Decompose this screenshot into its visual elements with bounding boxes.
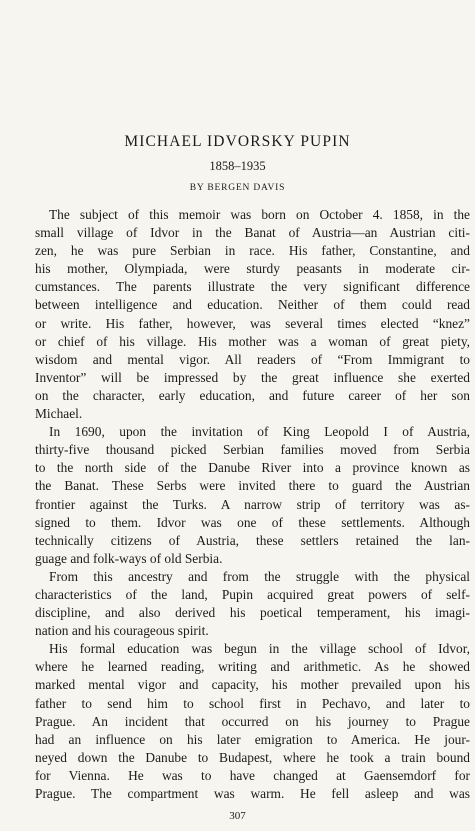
text-line: Prague. An incident that occurred on his journey to Prague bbox=[35, 713, 470, 729]
text-line: the Banat. These Serbs were invited there to guard the Austrian bbox=[35, 478, 470, 494]
text-line: cumstances. The parents illustrate the very significant difference bbox=[35, 279, 470, 295]
life-dates: 1858–1935 bbox=[209, 159, 266, 173]
text-line: discipline, and also derived his poetical temperament, his imagi- bbox=[35, 605, 470, 621]
text-line: In 1690, upon the invitation of King Leopold I of Austria, bbox=[49, 424, 470, 440]
text-line: his mother, Olympiada, were sturdy peasants in moderate cir- bbox=[35, 261, 470, 277]
text-line: Prague. The compartment was warm. He fell asleep and was bbox=[35, 786, 470, 801]
author-byline: BY BERGEN DAVIS bbox=[189, 183, 286, 193]
text-line: small village of Idvor in the Banat of Austria—an Austrian citi- bbox=[35, 225, 470, 241]
text-line: or write. His father, however, was several times elected “knez” bbox=[35, 315, 470, 331]
text-line: had an influence on his later emigration to America. He jour- bbox=[35, 731, 470, 747]
text-line: From this ancestry and from the struggle with the physical bbox=[49, 568, 470, 584]
text-line: where he learned reading, writing and arithmetic. As he showed bbox=[35, 659, 470, 675]
text-line: for Vienna. He was to have changed at Gaensemdorf for bbox=[35, 767, 470, 783]
text-line: Michael. bbox=[35, 406, 83, 422]
memoir-title: MICHAEL IDVORSKY PUPIN bbox=[124, 133, 351, 150]
text-line: frontier against the Turks. A narrow strip of territory was as- bbox=[35, 496, 470, 512]
memoir-body bbox=[35, 206, 470, 803]
text-line: signed to them. Idvor was one of these settlements. Although bbox=[35, 514, 470, 530]
text-line: technically citizens of Austria, these settlers retained the lan- bbox=[35, 532, 470, 548]
page-number: 307 bbox=[229, 810, 246, 822]
text-line: characteristics of the land, Pupin acquired great powers of self- bbox=[35, 586, 470, 602]
text-line: neyed down the Danube to Budapest, where he took a train bound bbox=[35, 749, 470, 765]
text-line: or chief of his village. His mother was a woman of great piety, bbox=[35, 333, 470, 349]
text-line: guage and folk-ways of old Serbia. bbox=[35, 550, 223, 566]
text-line: to the north side of the Danube River into a province known as bbox=[35, 460, 470, 476]
text-line: between intelligence and education. Neither of them could read bbox=[35, 297, 470, 313]
text-line: thirty-five thousand picked Serbian families moved from Serbia bbox=[35, 442, 470, 458]
text-line: The subject of this memoir was born on October 4. 1858, in the bbox=[49, 207, 470, 222]
text-line: Inventor” will be impressed by the great influence she exerted bbox=[35, 369, 470, 385]
text-line: marked mental vigor and capacity, his mother prevailed upon his bbox=[35, 677, 470, 693]
text-line: nation and his courageous spirit. bbox=[35, 623, 209, 639]
text-line: wisdom and mental vigor. All readers of “From Immigrant to bbox=[35, 351, 470, 367]
text-line: His formal education was begun in the village school of Idvor, bbox=[49, 641, 470, 657]
text-line: on the character, early education, and future career of her son bbox=[35, 387, 470, 403]
text-line: zen, he was pure Serbian in race. His father, Constantine, and bbox=[35, 243, 470, 259]
text-line: father to send him to school first in Pechavo, and later to bbox=[35, 695, 470, 711]
